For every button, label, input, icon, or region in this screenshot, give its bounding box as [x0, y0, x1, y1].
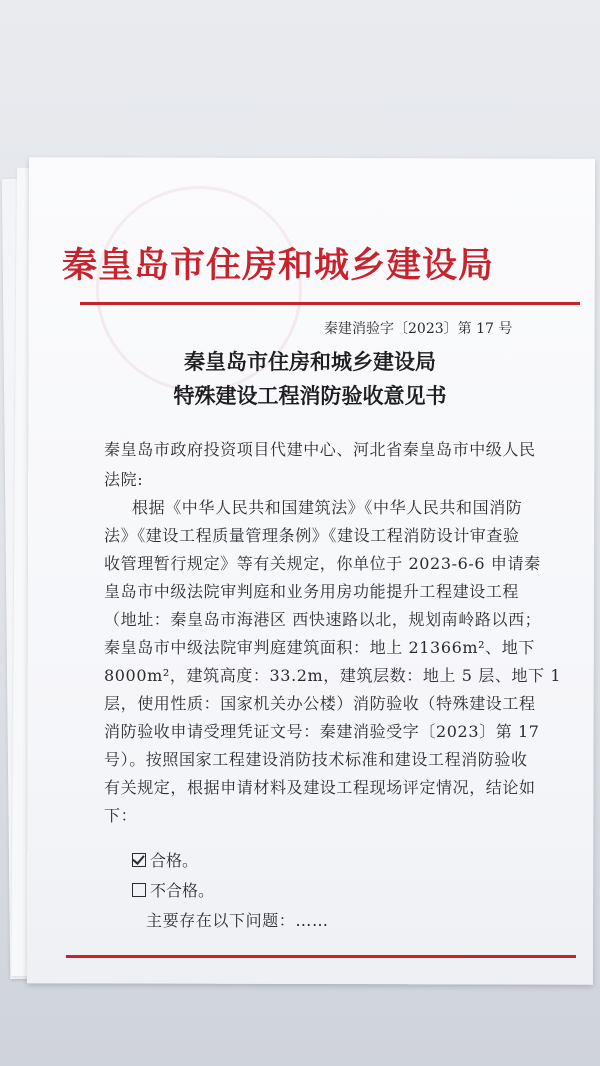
option-pass — [132, 848, 198, 871]
body-line: 皇岛市中级法院审判庭和业务用房功能提升工程建设工程 — [104, 582, 520, 601]
body-line: 下： — [104, 806, 138, 825]
recipient-line: 法院: — [104, 470, 144, 489]
body-line: （地址：秦皇岛市海港区 西快速路以北，规划南岭路以西； — [104, 610, 542, 629]
document-title-line-2: 特殊建设工程消防验收意见书 — [173, 383, 447, 408]
body-line: 秦皇岛市中级法院审判庭建筑面积：地上 21366m²、地下 — [104, 638, 535, 657]
body-line: 层，使用性质：国家机关办公楼）消防验收（特殊建设工程 — [104, 694, 536, 713]
issues-line: 主要存在以下问题：…… — [146, 911, 329, 930]
body-line: 收管理暂行规定》等有关规定，你单位于 2023-6-6 申请秦 — [104, 554, 541, 573]
unchecked-checkbox-icon — [132, 883, 146, 897]
body-line: 根据《中华人民共和国建筑法》《中华人民共和国消防 — [132, 498, 523, 517]
checked-checkbox-icon — [132, 853, 146, 867]
recipient-line: 秦皇岛市政府投资项目代建中心、河北省秦皇岛市中级人民 — [104, 440, 536, 459]
body-line: 法》《建设工程质量管理条例》《建设工程消防设计审查验 — [104, 526, 520, 545]
option-fail-label: 不合格。 — [150, 881, 215, 900]
footer-red-rule — [66, 955, 576, 958]
body-line: 消防验收申请受理凭证文号：秦建消验受字〔2023〕第 17 — [104, 722, 540, 741]
body-line: 号）。按照国家工程建设消防技术标准和建设工程消防验收 — [104, 750, 528, 769]
letterhead-agency-name: 秦皇岛市住房和城乡建设局 — [62, 246, 495, 286]
option-fail — [132, 878, 214, 901]
body-line: 8000m²，建筑高度：33.2m，建筑层数：地上 5 层、地下 1 — [104, 666, 562, 685]
option-pass-label: 合格。 — [150, 851, 199, 870]
letterhead-red-rule — [80, 302, 580, 305]
document-title-line-1: 秦皇岛市住房和城乡建设局 — [184, 349, 436, 374]
body-line: 有关规定，根据申请材料及建设工程现场评定情况，结论如 — [104, 778, 536, 797]
document-number: 秦建消验字〔2023〕第 17 号 — [324, 321, 513, 337]
